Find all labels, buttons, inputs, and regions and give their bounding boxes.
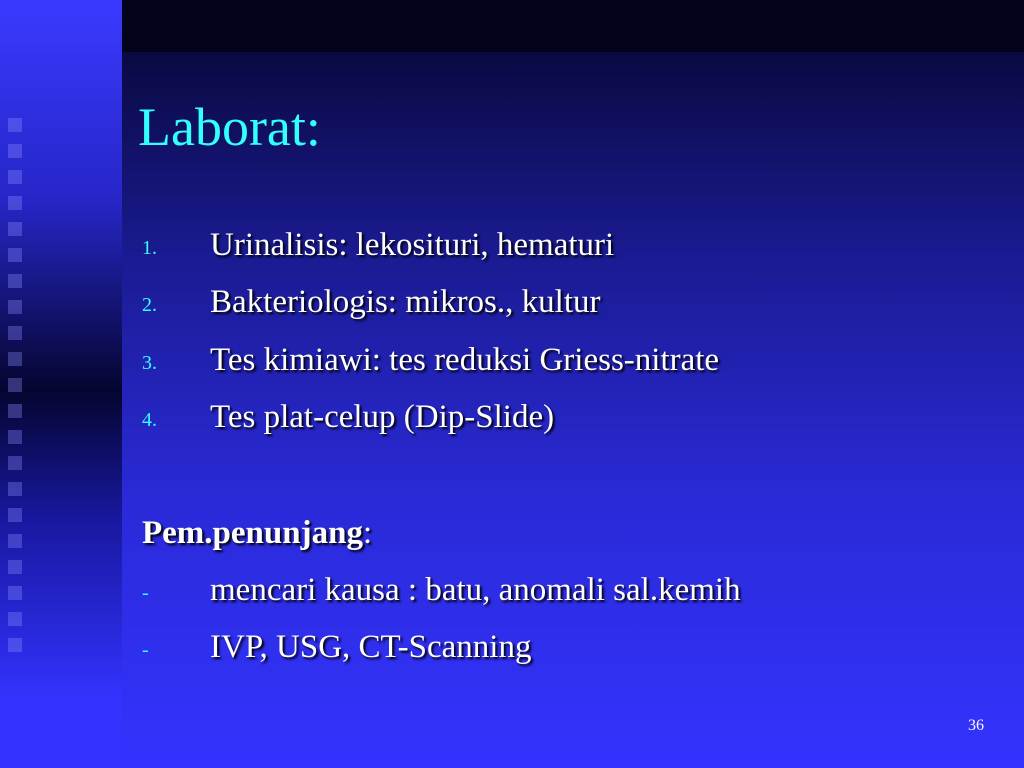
list-number: 3. (142, 352, 157, 374)
subheading-label: Pem.penunjang (142, 515, 363, 551)
dash-marker: - (142, 582, 149, 604)
list-item (138, 228, 998, 268)
decorative-square-pattern (6, 118, 28, 658)
subheading (142, 515, 372, 552)
list-item-text: Bakteriologis: mikros., kultur (210, 284, 601, 320)
list-item (138, 400, 998, 440)
list-item-text: Tes plat-celup (Dip-Slide) (210, 399, 555, 435)
subheading-suffix: : (362, 515, 373, 551)
dash-marker: - (142, 639, 149, 661)
list-item (138, 630, 998, 670)
list-item-text: IVP, USG, CT-Scanning (210, 629, 532, 665)
top-dark-band (122, 0, 1024, 52)
list-item (138, 573, 998, 613)
list-number: 4. (142, 409, 157, 431)
slide-title: Laborat: (138, 97, 321, 157)
list-number: 1. (142, 237, 157, 259)
list-item-text: Urinalisis: lekosituri, hematuri (210, 227, 615, 263)
list-number: 2. (142, 294, 157, 316)
list-item (138, 343, 998, 383)
list-item-text: Tes kimiawi: tes reduksi Griess-nitrate (210, 342, 720, 378)
list-item (138, 285, 998, 325)
list-item-text: mencari kausa : batu, anomali sal.kemih (210, 572, 741, 608)
page-number: 36 (968, 717, 984, 734)
